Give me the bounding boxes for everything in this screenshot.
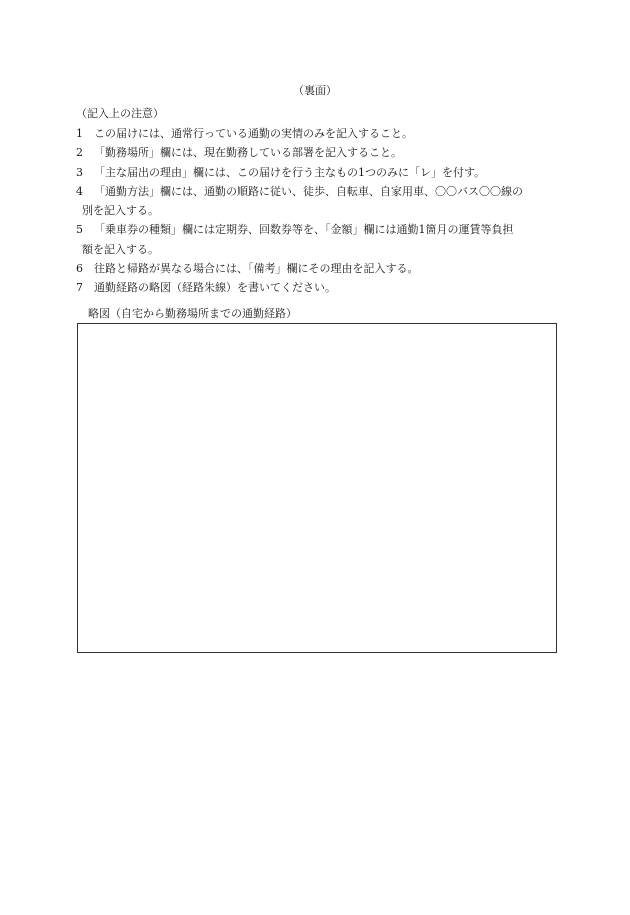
note-text: 「通勤方法」欄には、通勤の順路に従い、徒歩、自転車、自家用車、〇〇バス〇〇線の 別を記入する。 — [94, 182, 556, 221]
note-number: 7 — [76, 281, 83, 295]
note-text: 「主な届出の理由」欄には、この届けを行う主なもの1つのみに「レ」を付す。 — [94, 165, 486, 179]
notes-list — [76, 124, 556, 298]
note-item-6 — [76, 259, 556, 278]
note-item-1 — [76, 124, 556, 143]
note-text: 「乗車券の種類」欄には定期券、回数券等を、「金額」欄には通勤1箇月の運賃等負担 額を記入する。 — [94, 220, 556, 259]
note-number: 4 — [76, 184, 83, 198]
note-text: 通勤経路の略図（経路朱線）を書いてください。 — [94, 281, 336, 295]
note-continuation: 別を記入する。 — [82, 204, 159, 218]
note-number: 5 — [76, 223, 83, 237]
route-map-drawing-area[interactable] — [77, 323, 557, 653]
map-label: 略図（自宅から勤務場所までの通勤経路） — [88, 307, 297, 320]
note-continuation: 額を記入する。 — [82, 242, 159, 256]
note-item-2 — [76, 143, 556, 162]
note-text: 「勤務場所」欄には、現在勤務している部署を記入すること。 — [94, 146, 402, 160]
note-item-7 — [76, 278, 556, 297]
note-text: 往路と帰路が異なる場合には、「備考」欄にその理由を記入する。 — [94, 262, 419, 276]
note-text: この届けには、通常行っている通勤の実情のみを記入すること。 — [94, 127, 413, 140]
note-item-4 — [76, 182, 556, 221]
note-item-5 — [76, 220, 556, 259]
note-number: 2 — [76, 146, 83, 160]
note-item-3 — [76, 163, 556, 182]
note-number: 3 — [76, 165, 83, 179]
notes-title: （記入上の注意） — [76, 107, 164, 120]
note-number: 1 — [76, 127, 83, 140]
note-number: 6 — [76, 262, 83, 276]
page-heading: （裏面） — [293, 84, 337, 97]
